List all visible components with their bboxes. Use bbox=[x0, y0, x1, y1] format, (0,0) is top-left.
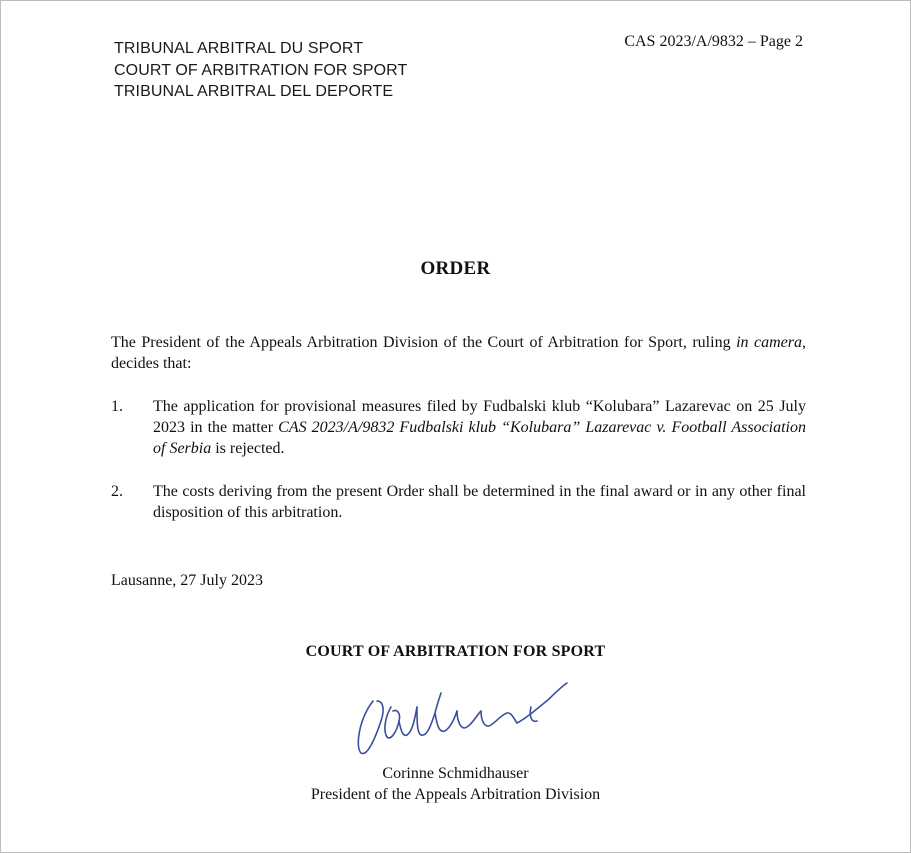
order-item-number: 1. bbox=[111, 398, 123, 415]
signatory-block bbox=[1, 763, 910, 805]
intro-text-italic: in camera bbox=[736, 334, 803, 351]
order-item-number: 2. bbox=[111, 483, 123, 500]
letterhead-line-english: COURT OF ARBITRATION FOR SPORT bbox=[114, 61, 408, 79]
place-and-date: Lausanne, 27 July 2023 bbox=[111, 572, 263, 589]
signatory-role: President of the Appeals Arbitration Division bbox=[310, 786, 601, 803]
case-title: CAS 2023/A/9832 Fudbalski klub “Kolubara” Lazarevac v. Football Association of Serbia bbox=[153, 419, 806, 457]
signature-image bbox=[351, 677, 581, 769]
order-item-text-part2: is rejected. bbox=[211, 440, 285, 457]
court-name: COURT OF ARBITRATION FOR SPORT bbox=[305, 643, 606, 660]
order-item-text-part1: The application for provisional measures filed by Fudbalski klub “Kolubara” Lazarevac on 25 July 2023 in the matter bbox=[153, 398, 806, 436]
letterhead-line-french: TRIBUNAL ARBITRAL DU SPORT bbox=[114, 40, 364, 57]
order-item bbox=[111, 481, 806, 523]
intro-text-part1: The President of the Appeals Arbitration Division of the Court of Arbitration for Sport, ruling bbox=[111, 334, 737, 351]
page-reference: CAS 2023/A/9832 – Page 2 bbox=[624, 33, 803, 50]
order-item bbox=[111, 396, 806, 459]
order-item-text: The costs deriving from the present Order shall be determined in the final award or in any other final disposition of this arbitration. bbox=[153, 483, 806, 521]
order-item-text bbox=[153, 396, 806, 459]
letterhead-line-spanish: TRIBUNAL ARBITRAL DEL DEPORTE bbox=[114, 83, 394, 100]
intro-paragraph bbox=[111, 332, 806, 374]
intro-text-part2: , decides that: bbox=[111, 334, 807, 372]
signatory-name: Corinne Schmidhauser bbox=[382, 765, 529, 782]
letterhead bbox=[114, 38, 407, 103]
signature-strokes bbox=[358, 683, 567, 754]
document-title: ORDER bbox=[420, 258, 491, 279]
